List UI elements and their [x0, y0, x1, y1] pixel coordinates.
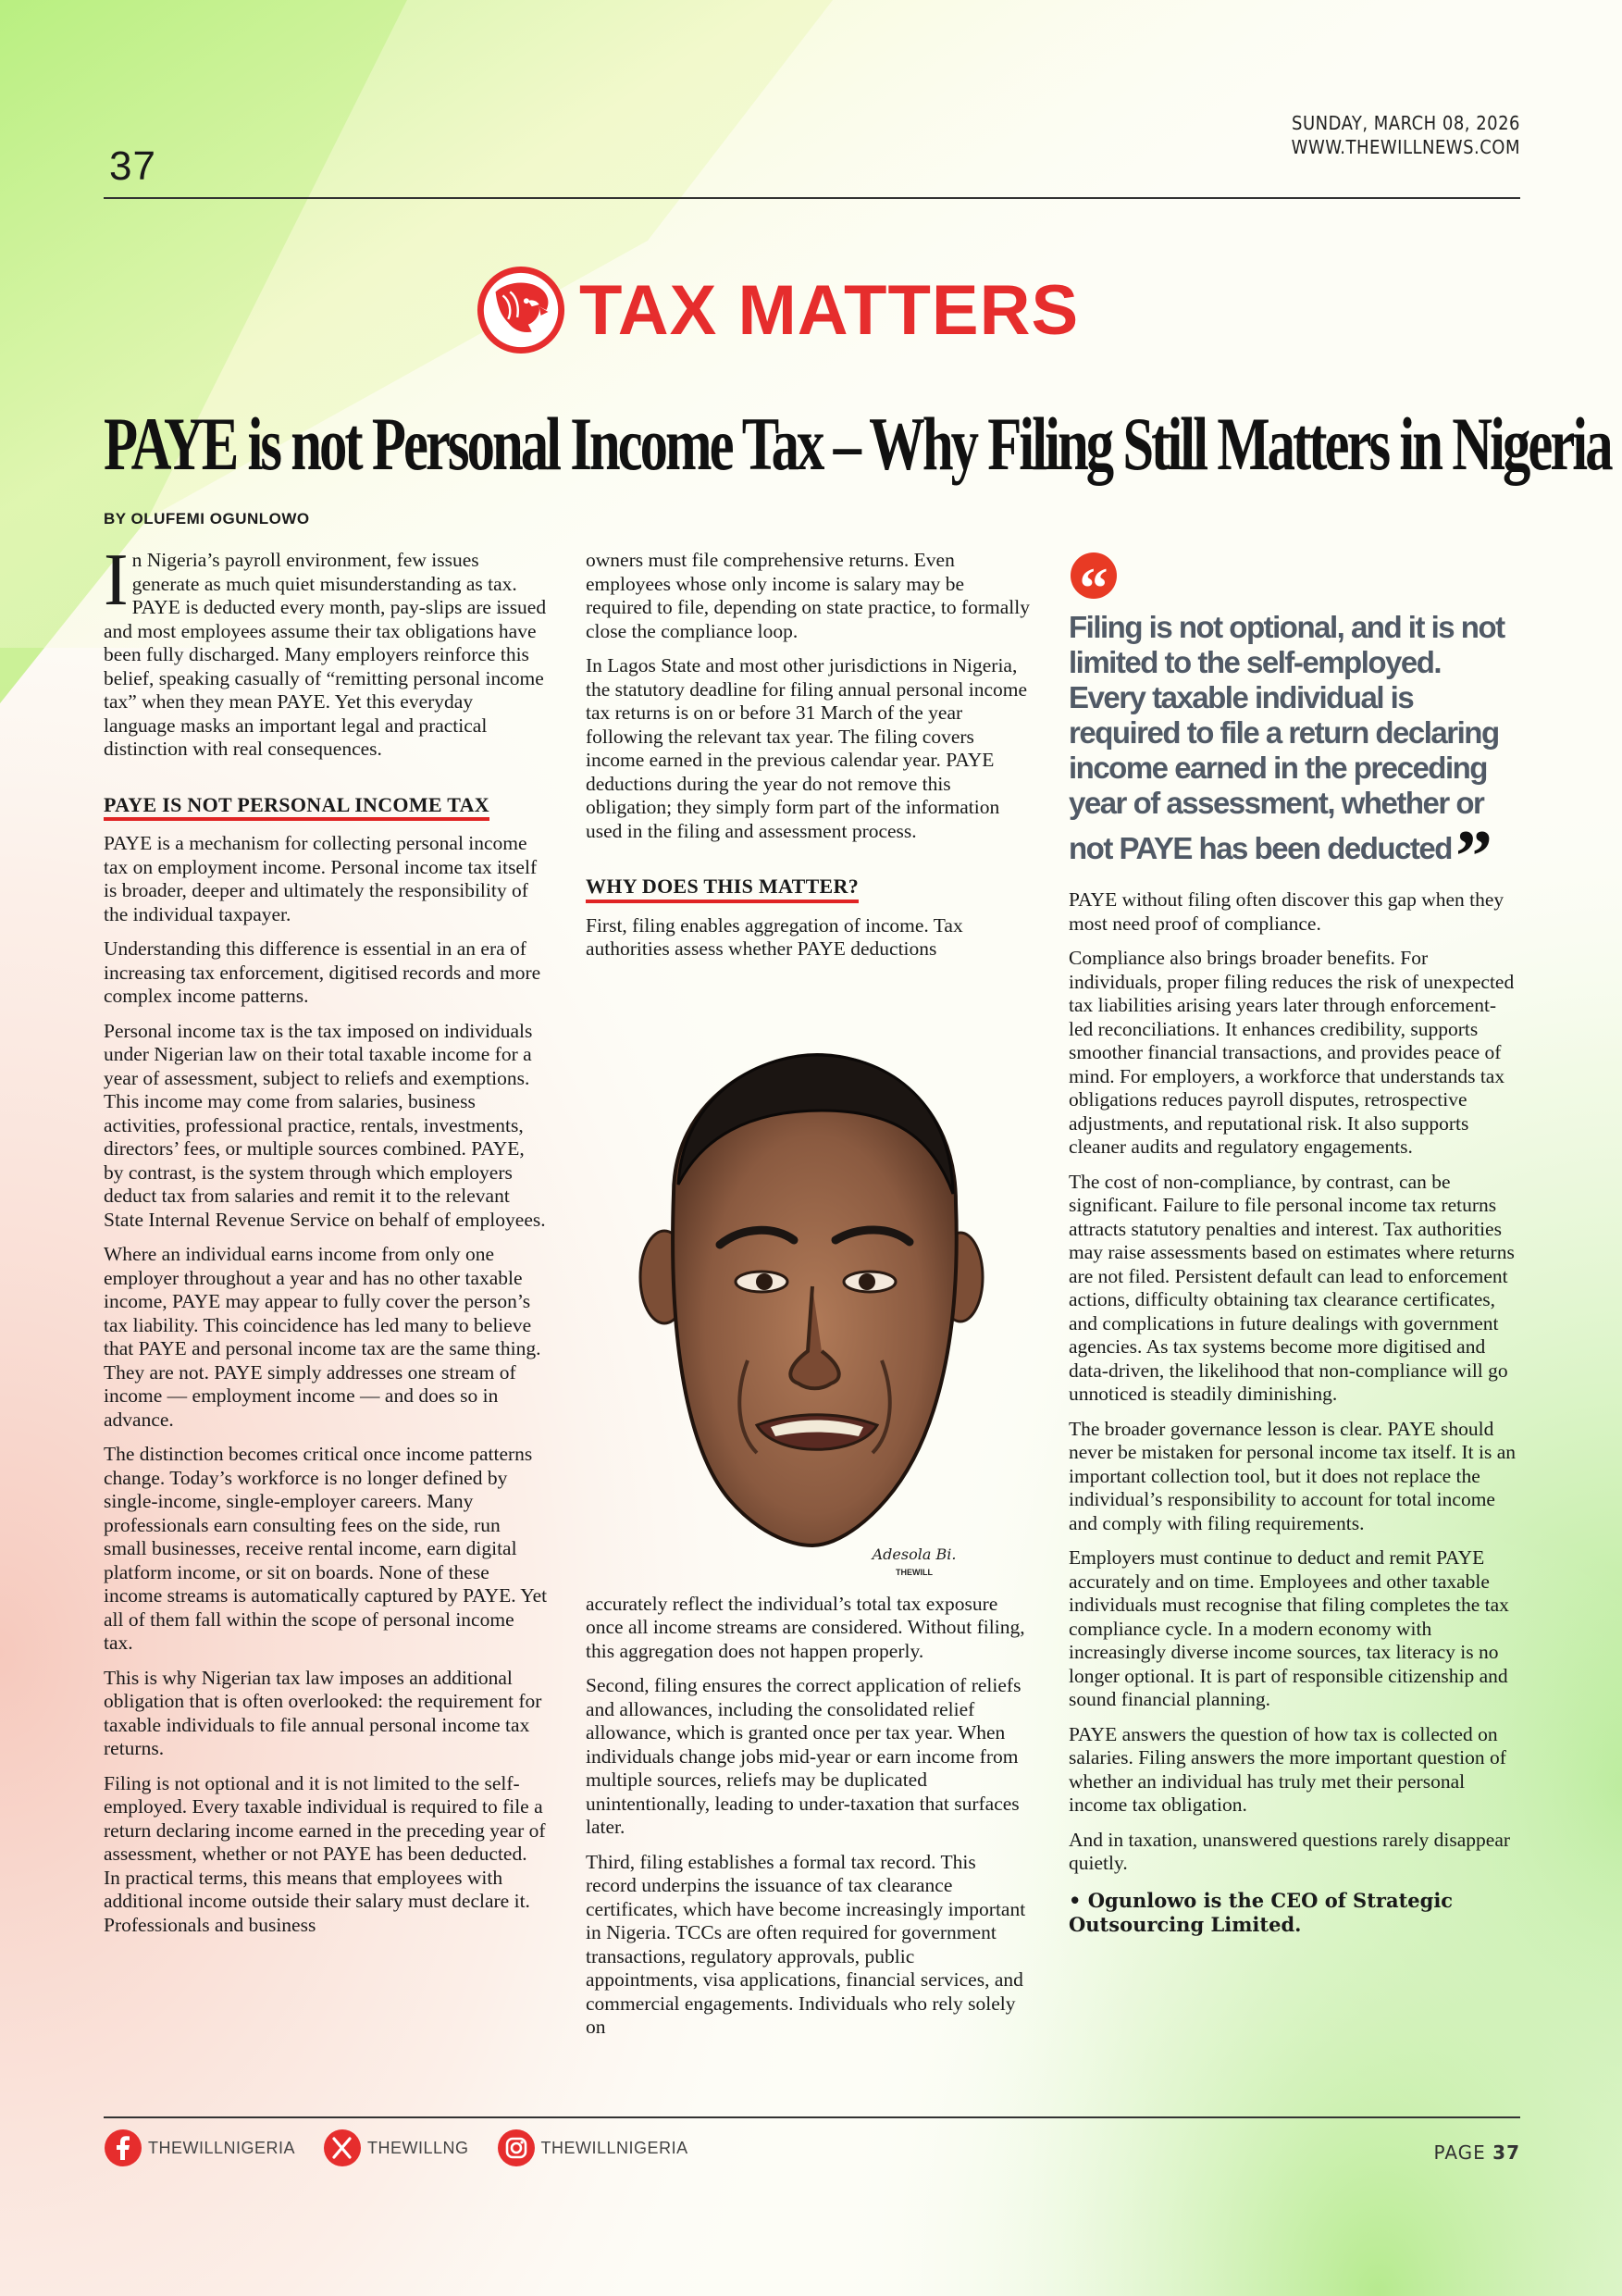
- instagram-icon: [497, 2128, 536, 2167]
- paragraph: The broader governance lesson is clear. PAYE should never be mistaken for personal income tax itself. It is an important collection tool, but it does not replace the individual’s responsibility to account for total income and comply with filing requirements.: [1069, 1417, 1516, 1534]
- eagle-logo-icon: [476, 265, 566, 355]
- paragraph: Employers must continue to deduct and remit PAYE accurately and on time. Employees and other taxable individuals must recognise that filing completes the tax compliance cycle. In a modern economy with increasingly diverse income sources, tax literacy is no longer optional. It is part of responsible citizenship and sound financial planning.: [1069, 1546, 1509, 1710]
- paragraph: In Lagos State and most other jurisdictions in Nigeria, the statutory deadline for filing annual personal income tax returns is on or before 31 March of the year following the relevant tax year. The filing covers income earned in the previous calendar year. PAYE deductions during the year do not remove this obligation; they simply form part of the information used in the filing and assessment process.: [586, 654, 1028, 842]
- paragraph: The cost of non-compliance, by contrast, can be significant. Failure to file personal income tax returns attracts statutory penalties and interest. Tax authorities may raise assessments based on estimates where returns are not filed. Persistent default can lead to enforcement actions, difficulty obtaining tax clearance certificates, and complications in future dealings with government agencies. As tax systems become more digitised and data-driven, the likelihood that non-compliance will go unnoticed is steadily diminishing.: [1069, 1170, 1515, 1405]
- section-masthead: [476, 264, 1079, 356]
- byline: BY OLUFEMI OGUNLOWO: [104, 510, 310, 527]
- subhead-paye-not-pit: PAYE IS NOT PERSONAL INCOME TAX: [104, 793, 489, 822]
- x-link[interactable]: [323, 2128, 469, 2167]
- paragraph: accurately reflect the individual’s total tax exposure once all income streams are considered. Without filing, this aggregation does not happen properly.: [586, 1592, 1025, 1662]
- article-column-3: [1069, 549, 1520, 1937]
- paragraph: Filing is not optional and it is not limited to the self-employed. Every taxable individual is required to file a return declaring income earned in the preceding year of assessment, whether or not PAYE has been deducted. In practical terms, this means that employees with additional income outside their salary must declare it. Professionals and business: [104, 1771, 546, 1936]
- intro-text: n Nigeria’s payroll environment, few issues generate as much quiet misunderstanding as tax. PAYE is deducted every month, pay-slips are issued and most employees assume their tax obligations have been fully discharged. Many employers reinforce this belief, speaking casually of “remitting personal income tax” when they mean PAYE. Yet this everyday language masks an important legal and practical distinction with real consequences.: [104, 549, 547, 760]
- paragraph: Compliance also brings broader benefits. For individuals, proper filing reduces the risk of unexpected tax liabilities arising years later through enforcement-led reconciliations. It enhances credibility, supports smoother financial transactions, and provides peace of mind. For employers, a workforce that understands tax obligations reduces payroll disputes, retrospective adjustments, and reputational risk. It also supports cleaner audits and regulatory engagements.: [1069, 947, 1515, 1158]
- portrait-credit: THEWILL: [896, 1568, 933, 1577]
- dateline: [1292, 111, 1520, 159]
- social-footer: [104, 2128, 716, 2167]
- paragraph: Personal income tax is the tax imposed on individuals under Nigerian law on their total taxable income for a year of assessment, subject to reliefs and exemptions. This income may come from salaries, business activities, professional practice, rentals, investments, directors’ fees, or multiple sources combined. PAYE, by contrast, is the system through which employers deduct tax from salaries and remit it to the relevant State Internal Revenue Service on behalf of employees.: [104, 1019, 546, 1231]
- paragraph: PAYE answers the question of how tax is collected on salaries. Filing answers the more important question of whether an individual has truly met their personal income tax obligation.: [1069, 1722, 1506, 1816]
- author-signoff: • Ogunlowo is the CEO of Strategic Outsourcing Limited.: [1069, 1888, 1454, 1936]
- subhead-why-matter: WHY DOES THIS MATTER?: [586, 875, 859, 903]
- pull-quote-text: Filing is not optional, and it is not limited to the self-employed. Every taxable individual is required to file a return declaring income earned in the preceding year of assessment, whether or not PAYE has been deducted: [1069, 610, 1504, 865]
- website-url[interactable]: WWW.THEWILLNEWS.COM: [1291, 136, 1520, 158]
- paragraph: This is why Nigerian tax law imposes an additional obligation that is often overlooked: the requirement for taxable individuals to file annual personal income tax returns.: [104, 1666, 542, 1759]
- instagram-link[interactable]: [497, 2128, 688, 2167]
- paragraph: PAYE is a mechanism for collecting personal income tax on employment income. Personal income tax itself is broader, deeper and ultimately the responsibility of the individual taxpayer.: [104, 832, 538, 925]
- footer-page-number: [1434, 2141, 1520, 2164]
- article-headline: PAYE is not Personal Income Tax – Why Filing Still Matters in Nigeria: [104, 402, 1611, 486]
- paragraph: owners must file comprehensive returns. Even employees whose only income is salary may be required to file, depending on state practice, to formally close the compliance loop.: [586, 549, 1030, 642]
- quote-open-icon: “: [1071, 552, 1117, 599]
- pull-quote: [1069, 610, 1520, 898]
- page-number: 37: [109, 143, 156, 189]
- instagram-handle: THEWILLNIGERIA: [540, 2138, 688, 2157]
- page-label: PAGE: [1433, 2141, 1486, 2164]
- paragraph: Third, filing establishes a formal tax record. This record underpins the issuance of tax clearance certificates, which have become increasingly important in Nigeria. TCCs are often required for government transactions, regulatory approvals, public appointments, visa applications, financial services, and commercial engagements. Individuals who rely solely on: [586, 1850, 1026, 2038]
- facebook-icon: [104, 2128, 142, 2167]
- paragraph: The distinction becomes critical once income patterns change. Today’s workforce is no longer defined by single-income, single-employer careers. Many professionals earn consulting fees on the side, run small businesses, receive rental income, earn digital platform income, or sit on boards. None of these income streams is automatically captured by PAYE. Yet all of them fall within the scope of personal income tax.: [104, 1443, 548, 1654]
- paragraph: And in taxation, unanswered questions rarely disappear quietly.: [1069, 1828, 1511, 1874]
- page-number-value: 37: [1492, 2141, 1520, 2164]
- article-column-1: [104, 540, 548, 1948]
- footer-rule: [104, 2116, 1520, 2118]
- paragraph: PAYE without filing often discover this gap when they most need proof of compliance.: [1069, 888, 1504, 935]
- paragraph: Understanding this difference is essential in an era of increasing tax enforcement, digitised records and more complex income patterns.: [104, 937, 541, 1007]
- x-icon: [323, 2128, 362, 2167]
- facebook-handle: THEWILLNIGERIA: [148, 2138, 296, 2157]
- paragraph: Where an individual earns income from only one employer throughout a year and has no other taxable income, PAYE may appear to fully cover the person’s tax liability. This coincidence has led many to believe that PAYE and personal income tax are the same thing. They are not. PAYE simply addresses one stream of income — employment income — and does so in advance.: [104, 1243, 541, 1431]
- header-rule: [104, 197, 1520, 199]
- author-portrait-illustration: [637, 1046, 988, 1587]
- issue-date: SUNDAY, MARCH 08, 2026: [1292, 112, 1520, 134]
- facebook-link[interactable]: [104, 2128, 295, 2167]
- portrait-signature: Adesola Bi.: [872, 1545, 957, 1563]
- paragraph: First, filing enables aggregation of income. Tax authorities assess whether PAYE deductions: [586, 913, 963, 960]
- x-handle: THEWILLNG: [367, 2138, 469, 2157]
- drop-cap: I: [104, 540, 129, 621]
- intro-paragraph: [104, 540, 548, 762]
- quote-close-icon: ”: [1455, 816, 1492, 898]
- paragraph: Second, filing ensures the correct application of reliefs and allowances, including the consolidated relief allowance, which is granted once per tax year. When individuals change jobs mid-year or earn income from multiple sources, reliefs may be duplicated unintentionally, leading to under-taxation that surfaces later.: [586, 1674, 1021, 1838]
- section-title: TAX MATTERS: [579, 270, 1080, 350]
